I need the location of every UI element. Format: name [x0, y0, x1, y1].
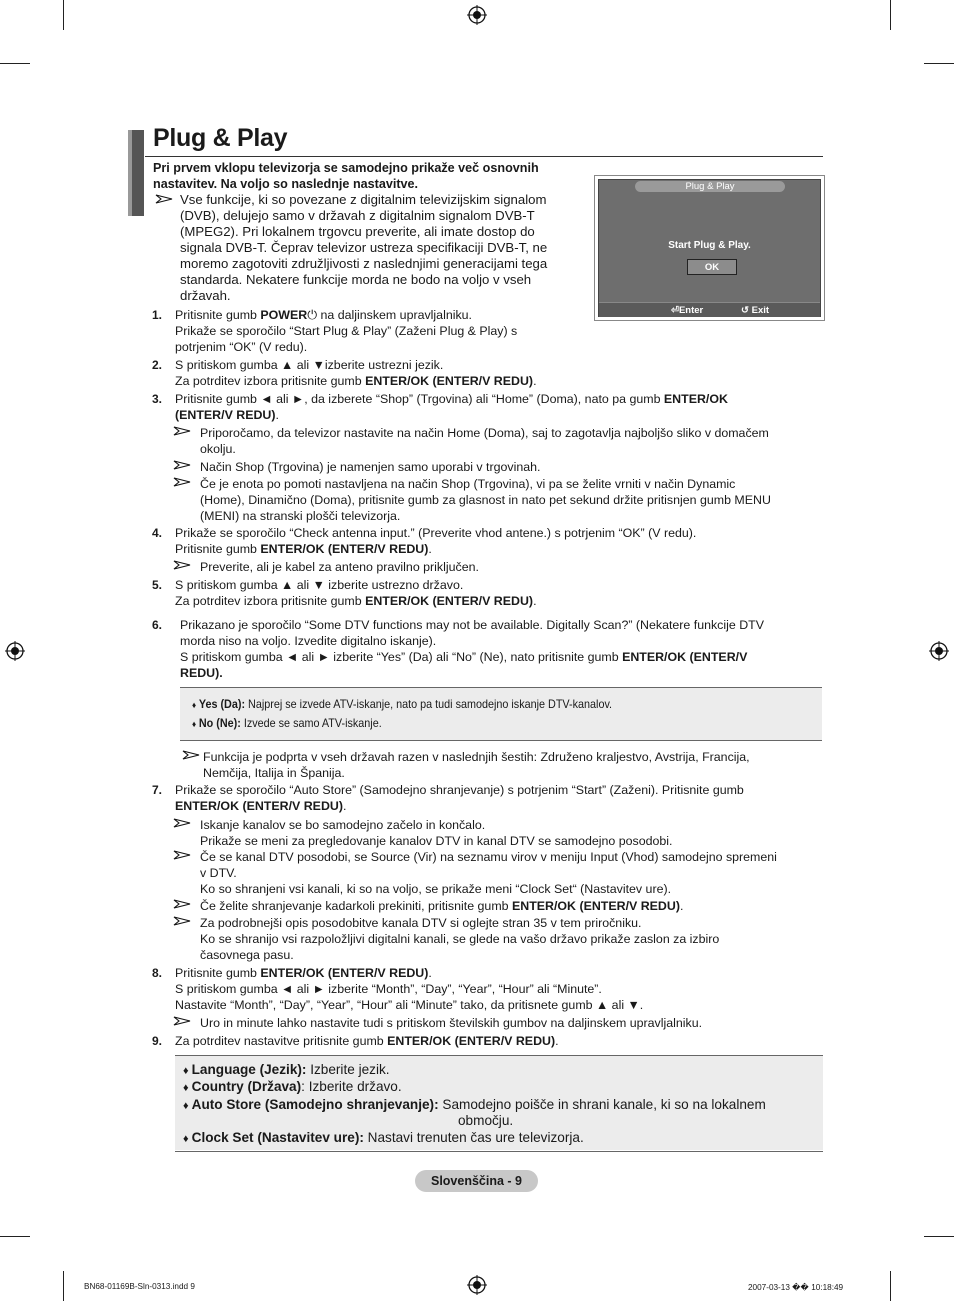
step-text-bold: ENTER/OK (ENTER/V REDU) — [260, 542, 429, 556]
step-text-part: Pritisnite gumb — [175, 542, 261, 556]
option-box — [180, 688, 822, 740]
step-text-part: Pritisnite gumb — [175, 966, 261, 980]
osd-message: Start Plug & Play. — [668, 240, 751, 251]
step-number: 9. — [152, 1034, 163, 1048]
step-text — [175, 593, 537, 609]
note-text: v DTV. — [200, 866, 237, 880]
title-divider — [145, 156, 823, 157]
tv-osd — [598, 179, 821, 317]
summary-label: Language (Jezik): — [191, 1062, 307, 1077]
note-text-part: Če želite shranjevanje kadarkoli prekiniti, pritisnite gumb — [200, 899, 512, 913]
step-number: 3. — [152, 392, 163, 406]
osd-exit-hint — [741, 305, 769, 316]
note-text: Funkcija je podprta v vseh državah razen v naslednjih šestih: Združeno kraljestvo, Avstrija, Francija, — [203, 750, 750, 764]
arrow-note-icon — [182, 750, 200, 760]
step-text — [175, 307, 472, 323]
step-text: S pritiskom gumba ▲ ali ▼ izberite ustrezno državo. — [175, 578, 464, 592]
tv-screen-illustration — [594, 175, 825, 321]
summary-item — [183, 1130, 584, 1145]
arrow-note-icon — [173, 1016, 191, 1026]
step-text — [175, 541, 432, 557]
note-text-part: . — [679, 899, 684, 913]
step-text-part: . — [275, 408, 279, 422]
summary-box — [175, 1056, 823, 1150]
step-text — [175, 391, 728, 407]
diamond-bullet-icon: ♦ — [183, 1065, 189, 1077]
diamond-bullet-icon: ♦ — [192, 719, 197, 729]
step-text — [175, 407, 279, 423]
note-text: standarda. Nekatere funkcije morda ne bodo na voljo v vseh — [180, 272, 532, 287]
enter-icon: ⏎ — [671, 305, 679, 316]
registration-mark-icon — [5, 641, 25, 661]
note-text: (DVB), delujejo samo v državah z digitalnim signalom DVB-T — [180, 208, 535, 223]
osd-enter-label: Enter — [678, 305, 704, 316]
note-text: Nemčija, Italija in Španija. — [203, 766, 345, 780]
option-text: Najprej se izvede ATV-iskanje, nato pa tudi samodejno iskanje DTV-kanalov. — [245, 697, 613, 711]
note-text-bold: ENTER/OK (ENTER/V REDU) — [511, 899, 680, 913]
step-text-part: S pritiskom gumba ◄ ali ► izberite “Yes” (Da) ali “No” (Ne), nato pritisnite gumb — [180, 650, 623, 664]
step-text-part: Za potrditev nastavitve pritisnite gumb — [175, 1034, 388, 1048]
crop-mark — [924, 1236, 954, 1237]
summary-text: Samodejno poišče in shrani kanale, ki so na lokalnem — [438, 1097, 766, 1112]
option-yes — [192, 697, 612, 711]
print-slug-right: 2007-03-13 �� 10:18:49 — [748, 1283, 844, 1292]
step-text — [175, 1033, 559, 1049]
summary-rule-bottom — [175, 1151, 823, 1152]
arrow-note-icon — [173, 916, 191, 926]
osd-enter-hint — [671, 305, 703, 316]
diamond-bullet-icon: ♦ — [183, 1100, 189, 1112]
note-text: Če se kanal DTV posodobi, se Source (Vir) na seznamu virov v meniju Input (Vhod) samodejno spremeni — [200, 850, 777, 864]
step-number: 1. — [152, 308, 163, 322]
step-text-bold: REDU). — [180, 666, 223, 680]
step-text: morda niso na voljo. Izvedite digitalno iskanje). — [180, 634, 437, 648]
note-text: Ko so shranjeni vsi kanali, ki so na voljo, se prikaže meni “Clock Set“ (Nastavitev ure). — [200, 882, 672, 896]
note-text: Način Shop (Trgovina) je namenjen samo uporabi v trgovinah. — [200, 460, 541, 474]
summary-text: Nastavi trenuten čas ure televizorja. — [363, 1130, 584, 1145]
arrow-note-icon — [173, 560, 191, 570]
note-text: moremo zagotoviti združljivosti z naslednjimi generacijami tega — [180, 256, 548, 271]
arrow-note-icon — [173, 460, 191, 470]
arrow-note-icon — [173, 477, 191, 487]
step-number: 2. — [152, 358, 163, 372]
note-text: Če je enota po pomoti nastavljena na način Shop (Trgovina), vi pa se želite vrniti v način Dynamic — [200, 477, 736, 491]
note-text: Za podrobnejši opis posodobitve kanala DTV si oglejte stran 35 v tem priročniku. — [200, 916, 642, 930]
summary-label: Clock Set (Nastavitev ure): — [191, 1130, 364, 1145]
note-text: Uro in minute lahko nastavite tudi s pritiskom številskih gumbov na daljinskem upravljalniku. — [200, 1016, 703, 1030]
note-text: okolju. — [200, 442, 236, 456]
step-text: potrjenim “OK” (V redu). — [175, 340, 308, 354]
step-text-part: Za potrditev izbora pritisnite gumb — [175, 374, 366, 388]
step-number: 6. — [152, 618, 163, 632]
step-text-part: . — [428, 966, 432, 980]
summary-label: Country (Država) — [191, 1079, 302, 1094]
return-icon: ↺ — [741, 305, 752, 316]
note-text: (MENI) na stranski plošči televizorja. — [200, 509, 401, 523]
step-text-part: . — [555, 1034, 559, 1048]
arrow-note-icon — [173, 426, 191, 436]
registration-mark-icon — [467, 1275, 487, 1295]
note-text: Vse funkcije, ki so povezane z digitalnim televizijskim signalom — [180, 192, 547, 207]
diamond-bullet-icon: ♦ — [183, 1133, 189, 1145]
step-text — [175, 798, 346, 814]
step-text-bold: ENTER/OK (ENTER/V — [622, 650, 748, 664]
summary-item — [183, 1097, 766, 1112]
step-number: 5. — [152, 578, 163, 592]
step-text-bold: ENTER/OK (ENTER/V REDU) — [365, 374, 534, 388]
page-title: Plug & Play — [153, 124, 288, 152]
step-number: 8. — [152, 966, 163, 980]
power-icon: ⏻ — [307, 308, 318, 322]
intro-line: Pri prvem vklopu televizorja se samodejno prikaže več osnovnih — [153, 161, 539, 175]
osd-bottom-bar — [599, 302, 820, 317]
step-number: 4. — [152, 526, 163, 540]
osd-title: Plug & Play — [635, 181, 785, 192]
step-text-bold: ENTER/OK (ENTER/V REDU) — [175, 799, 343, 813]
step-text-part: na daljinskem upravljalniku. — [317, 308, 472, 322]
step-text-bold: ENTER/OK (ENTER/V REDU) — [387, 1034, 556, 1048]
summary-text: Izberite jezik. — [306, 1062, 390, 1077]
intro-line: nastavitev. Na voljo so naslednje nastavitve. — [153, 177, 419, 191]
step-text-part: Pritisnite gumb ◄ ali ►, da izberete “Shop” (Trgovina) ali “Home” (Doma), nato pa gumb — [175, 392, 664, 406]
step-text-part: Pritisnite gumb — [175, 308, 261, 322]
note-text — [200, 898, 683, 914]
note-text: signala DVB-T. Čeprav televizor ustreza specifikaciji DVB-T, ne — [180, 240, 548, 255]
step-text: Nastavite “Month”, “Day”, “Year”, “Hour” ali “Minute” tako, da pritisnete gumb ▲ ali ▼. — [175, 998, 644, 1012]
note-text: časovnega pasu. — [200, 948, 294, 962]
step-text: S pritiskom gumba ◄ ali ► izberite “Month”, “Day”, “Year”, “Hour” ali “Minute”. — [175, 982, 602, 996]
crop-mark — [890, 0, 891, 30]
crop-mark — [63, 1271, 64, 1301]
step-text-part: . — [533, 374, 537, 388]
step-text — [175, 373, 537, 389]
registration-mark-icon — [929, 641, 949, 661]
summary-item — [183, 1079, 402, 1094]
note-text: Preverite, ali je kabel za anteno pravilno priključen. — [200, 560, 479, 574]
step-text-part: Za potrditev izbora pritisnite gumb — [175, 594, 366, 608]
step-number: 7. — [152, 783, 163, 797]
crop-mark — [0, 63, 30, 64]
box-rule-bottom — [180, 740, 822, 741]
arrow-note-icon — [173, 818, 191, 828]
option-label: No (Ne): — [198, 716, 241, 730]
note-text: (MPEG2). Pri lokalnem trgovcu preverite, ali imate dostop do — [180, 224, 535, 239]
arrow-note-icon — [173, 899, 191, 909]
osd-exit-label: Exit — [751, 305, 770, 316]
arrow-note-icon — [173, 850, 191, 860]
step-text — [175, 965, 432, 981]
step-text: S pritiskom gumba ▲ ali ▼izberite ustrezni jezik. — [175, 358, 444, 372]
diamond-bullet-icon: ♦ — [183, 1082, 189, 1094]
registration-mark-icon — [467, 5, 487, 25]
summary-text: : Izberite državo. — [301, 1079, 402, 1094]
step-text-bold: ENTER/OK (ENTER/V REDU) — [365, 594, 534, 608]
note-text: Priporočamo, da televizor nastavite na način Home (Doma), saj to zagotavlja najboljšo sliko v domačem — [200, 426, 769, 440]
summary-item — [183, 1062, 390, 1077]
step-text-part: . — [342, 799, 347, 813]
step-text-part: . — [428, 542, 432, 556]
summary-text-cont: območju. — [458, 1113, 514, 1128]
note-text: Iskanje kanalov se bo samodejno začelo in končalo. — [200, 818, 486, 832]
note-text: (Home), Dinamično (Doma), pritisnite gumb za glasnost in nato pet sekund držite pritisnjen gumb MENU — [200, 493, 771, 507]
crop-mark — [890, 1271, 891, 1301]
section-side-bar — [128, 130, 144, 216]
crop-mark — [0, 1236, 30, 1237]
step-text-bold: (ENTER/V REDU) — [175, 408, 276, 422]
note-text: državah. — [180, 288, 231, 303]
option-no — [192, 716, 382, 730]
arrow-note-icon — [155, 194, 173, 204]
step-text: Prikazano je sporočilo “Some DTV functions may not be available. Digitally Scan?” (Nekatere funkcije DTV — [180, 618, 764, 632]
diamond-bullet-icon: ♦ — [192, 700, 197, 710]
note-text: Ko se shranijo vsi razpoložljivi digitalni kanali, se glede na vašo državo prikaže zaslon za izbiro — [200, 932, 720, 946]
osd-ok-button: OK — [687, 259, 737, 275]
page-number-badge: Slovenščina - 9 — [415, 1170, 538, 1192]
step-text-bold: ENTER/OK (ENTER/V REDU) — [260, 966, 429, 980]
step-text: Prikaže se sporočilo “Start Plug & Play” (Zaženi Plug & Play) s — [175, 324, 518, 338]
step-text-bold: POWER — [260, 308, 308, 322]
print-slug-left: BN68-01169B-Sln-0313.indd 9 — [84, 1282, 195, 1291]
step-text-part: . — [533, 594, 537, 608]
note-text: Prikaže se meni za pregledovanje kanalov DTV in kanal DTV se samodejno posodobi. — [200, 834, 673, 848]
crop-mark — [924, 63, 954, 64]
option-text: Izvede se samo ATV-iskanje. — [240, 716, 382, 730]
crop-mark — [63, 0, 64, 30]
step-text — [180, 649, 747, 665]
step-text-bold: ENTER/OK — [663, 392, 728, 406]
option-label: Yes (Da): — [198, 697, 246, 711]
step-text: Prikaže se sporočilo “Auto Store” (Samodejno shranjevanje) s potrjenim “Start” (Zaženi). Pritisnite gumb — [175, 783, 744, 797]
step-text: Prikaže se sporočilo “Check antenna input.” (Preverite vhod antene.) s potrjenim “OK” (V redu). — [175, 526, 697, 540]
summary-label: Auto Store (Samodejno shranjevanje): — [191, 1097, 439, 1112]
